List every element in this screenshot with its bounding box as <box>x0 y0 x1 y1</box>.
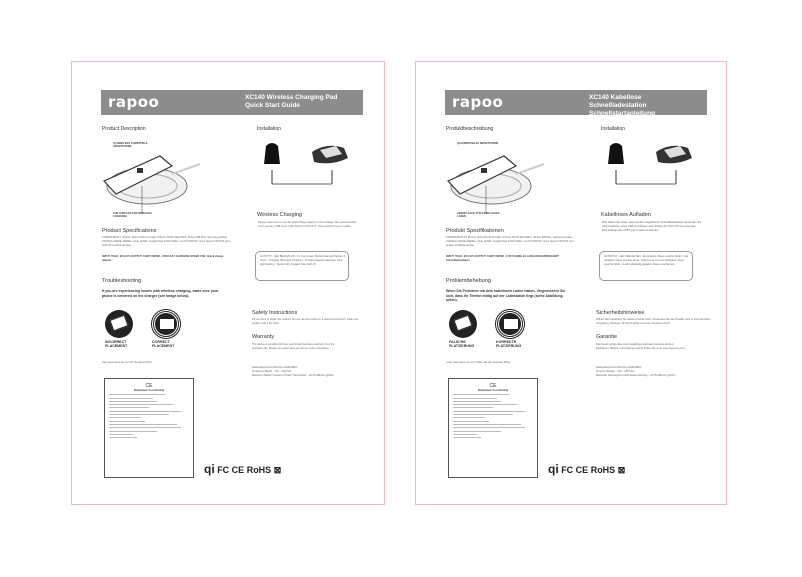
wireless-charging-text: Bitte stellen Sie sicher, dass Sie den mitgelieferten Schnellladeadapter verwenden. Es wird empfohlen, keine USB-Anschlüsse unter 5V/2A oder 9V/1.67A zu verwenden. Bitte beiliegendes USB Type-C Kabel verwenden. <box>602 221 701 232</box>
max-rf-power: Maximum Radio Frequency Power Transmitted : -20.55 dBμA/m @10m <box>252 374 334 377</box>
led-activity-text: ACTIVITY · LED BEHAVIOUR · Turn on power: Backlit blue light flashes 1 times · Charging: Blue light breathing · Foreign objective detection: Red light flashing · Device fully charged: blue light off <box>260 255 345 266</box>
led-activity-text: AKTIVITÄT · LED VERHALTEN · Einschalten: Blaue Leuchte blinkt 1 mal · Aufladen: blaue Leuchte atmet · Erkennung von Fremdobjekten: Rote Leuchte blinkt · Gerät vollständig geladen: blaue Leuchte aus <box>604 255 690 266</box>
page-german <box>415 61 727 505</box>
certification-logos <box>204 462 281 476</box>
label-phone: QI-KOMPATIBLES SMARTPHONE <box>457 142 499 145</box>
doc-title: Declaration of conformity <box>133 389 165 392</box>
safety-text: Do not open or repair this product. Do not use the product in a damp environment. Clean the product with a dry cloth. <box>252 318 358 325</box>
incorrect-placement-label: INCORRECT PLACEMENT <box>105 340 128 349</box>
header-bar <box>101 90 363 115</box>
faq-link[interactable]: See www.rapoo-eu.com for the latest FAQs. <box>102 361 153 364</box>
warranty-text: Das Gerät verfügt über eine zweijährige Hardware-Garantie ab dem Kaufdatum. Weitere Informationen hierzu finden Sie unter www.rapoo-eu.com. <box>596 343 686 350</box>
troubleshooting-text: If you are experiencing issues with wireless charging, make sure your phone is centered on the charger (see image below). <box>102 289 219 298</box>
product-description-heading: Product Description <box>102 126 146 132</box>
max-rf-power: Maximale übertragene Funkfrequenzleistung : -20.55 dBμA/m @10m <box>596 374 676 377</box>
charging-pad-illustration <box>102 146 202 216</box>
correct-placement-icon <box>496 310 524 338</box>
title-line-2: Schnellstartanleitung <box>589 110 656 117</box>
specifications-text: COMPATIBILITY: iPhone 11/11 Pro/11 Pro Max, iPhone XS/XS Max/XR/X, iPhone 8/8 Plus, Samsung Galaxy S10/S10+/S9/S9+/S8/S8+, Note 10/9/8, Google Pixel 3/3XL/4/4XL, LG G7/V30/V35, Sony Xperia XZ2/XZ3 and other Qi-enabled devices. <box>102 236 230 247</box>
qi-logo: qi <box>204 462 215 476</box>
declaration-of-conformity <box>104 378 194 478</box>
title-line-1: XC140 Kabellose Schnellladestation <box>589 94 647 109</box>
installation-heading: Installation <box>257 126 281 132</box>
doc-ce-mark: CE <box>489 383 497 389</box>
certification-logos <box>548 462 625 476</box>
troubleshooting-heading: Problembehebung <box>446 278 491 284</box>
rapoo-logo: rapoo <box>108 93 160 111</box>
cert-marks: FC CE RoHS <box>217 465 272 475</box>
wireless-charging-text: Please make sure to use the quick charge adapter in the package. We recommended not to use any USB ports under 5V/2A or 9V/1.67A. Use enclosed Type-C cables. <box>258 221 356 228</box>
led-activity-box <box>599 251 693 281</box>
installation-heading: Installation <box>601 126 625 132</box>
document-title <box>245 94 355 110</box>
specifications-text: KOMPATIBILITÄT: iPhone 11/11 Pro/11 Pro Max, iPhone XS/XS Max/XR/X, iPhone 8/8 Plus, Samsung Galaxy S10/S10+/S9/S9+/S8/S8+, Note 10/9/8, Google Pixel 3/3XL/4/4XL, LG G7/V30/V35, Sony Xperia XZ2/XZ3 und andere Qi-fähige Geräte. <box>446 236 574 247</box>
correct-placement-label: CORRECT PLACEMENT <box>152 340 175 349</box>
troubleshooting-heading: Troubleshooting <box>102 278 142 284</box>
cert-marks: FC CE RoHS <box>561 465 616 475</box>
document-title <box>589 94 699 118</box>
incorrect-placement-label: FALSCHE PLATZIERUNG <box>449 340 475 349</box>
wireless-charging-heading: Wireless Charging <box>257 212 302 218</box>
correct-placement-label: KORREKTE PLATZIERUNG <box>496 340 522 349</box>
correct-placement-icon <box>152 310 180 338</box>
warranty-heading: Warranty <box>252 334 275 340</box>
product-specifications-heading: Product Specifications <box>102 228 157 234</box>
power-specs: INPUT: 5V/2A, 9V/1.67A OUTPUT: 10W/7.5W/5W · FOR FAST CHARGING SPEED USE: Quick charge adapter <box>102 255 224 262</box>
label-surface: OBERFLÄCHE FÜR KABELLOSES LADEN <box>457 212 500 218</box>
frequency-bands: Frequency Bands : 110 ~ 205 KHz <box>252 370 292 373</box>
label-phone: QI WIRELESS COMPATIBLE SMARTPHONE <box>113 142 148 148</box>
led-activity-box <box>255 251 349 281</box>
safety-heading: Sicherheitshinweise <box>596 310 645 316</box>
radio-info <box>252 366 377 378</box>
declaration-of-conformity <box>448 378 538 478</box>
title-line-2: Quick Start Guide <box>245 102 300 109</box>
installation-illustration <box>262 140 357 190</box>
safety-heading: Safety Instructions <box>252 310 298 316</box>
power-specs: INPUT: 5V/2A, 9V/1.67A OUTPUT: 10W/7.5W/5W · FÜR SCHNELLE LADEGESCHWINDIGKEIT: Schnellladeadapter <box>446 255 560 262</box>
rapoo-logo: rapoo <box>452 93 504 111</box>
page-english <box>71 61 385 505</box>
doc-title: Declaration of conformity <box>477 389 509 392</box>
label-surface: THE SURFACE FOR WIRELESS CHARGING <box>113 212 152 218</box>
faq-link[interactable]: Unter www.rapoo-eu.com finden Sie die neuesten FAQs. <box>446 361 512 364</box>
product-specifications-heading: Produkt Spezifikationen <box>446 228 504 234</box>
title-line-1: XC140 Wireless Charging Pad <box>245 94 338 101</box>
weee-bin-icon: ⊠ <box>617 465 626 475</box>
radio-directive: Radio Equipment Directive 2014/53/EU: <box>596 366 642 369</box>
troubleshooting-text: Wenn Sie Probleme mit dem kabellosen Laden haben, Vergewissern Sie sich, dass Ihr Telefon mittig auf der Ladestation liegt (siehe Abbildung unten). <box>446 289 566 303</box>
warranty-heading: Garantie <box>596 334 618 340</box>
header-bar <box>445 90 707 115</box>
radio-info <box>596 366 721 378</box>
doc-ce-mark: CE <box>145 383 153 389</box>
qi-logo: qi <box>548 462 559 476</box>
incorrect-placement-icon <box>449 310 477 338</box>
warranty-text: The device is provided with two year limited hardware warranty from the purchase day. Please see www.rapoo-eu.com for more information. <box>252 343 335 350</box>
weee-bin-icon: ⊠ <box>273 465 282 475</box>
wireless-charging-heading: Kabelloses Aufladen <box>601 212 651 218</box>
radio-directive: Radio Equipment Directive 2014/53/EU: <box>252 366 298 369</box>
safety-text: Öffnen oder reparieren Sie dieses Produkt nicht. Verwenden Sie das Produkt nicht in einer feuchten Umgebung. Reinigen Sie das Produkt mit einem trockenen Tuch. <box>596 318 711 325</box>
charging-pad-illustration <box>446 146 546 216</box>
frequency-bands: Frequenzbänder : 110 ~ 205 KHz <box>596 370 635 373</box>
incorrect-placement-icon <box>105 310 133 338</box>
product-description-heading: Produktbeschreibung <box>446 126 494 132</box>
installation-illustration <box>606 140 701 190</box>
